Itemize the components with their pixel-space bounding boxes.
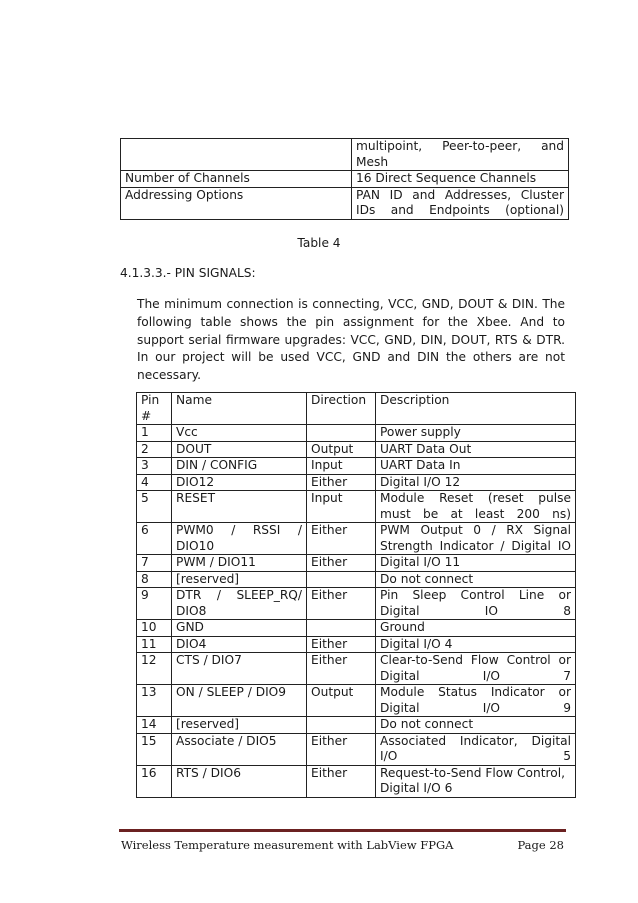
cell-name: DOUT <box>172 441 307 458</box>
cell-pin: 10 <box>137 620 172 637</box>
cell-pin: 7 <box>137 555 172 572</box>
body-paragraph: The minimum connection is connecting, VCC, GND, DOUT & DIN. The following table shows the pin assignment for the Xbee. And to support serial firmware upgrades: VCC, GND, DIN, DOUT, RTS & DTR. In our project will be used VCC, GND and DIN the others are not necessary. <box>137 297 565 383</box>
cell-pin: 2 <box>137 441 172 458</box>
cell-pin: 3 <box>137 458 172 475</box>
header-description: Description <box>376 393 576 425</box>
cell-description: Digital I/O 11 <box>376 555 576 572</box>
cell-description: Ground <box>376 620 576 637</box>
table-cell-value: PAN ID and Addresses, Cluster IDs and Endpoints (optional) <box>352 187 569 219</box>
table-row <box>137 555 576 572</box>
cell-direction: Either <box>307 636 376 653</box>
cell-description: Digital I/O 4 <box>376 636 576 653</box>
table-row <box>137 458 576 475</box>
cell-name: DTR / SLEEP_RQ/ DIO8 <box>172 588 307 620</box>
table-row <box>137 425 576 442</box>
cell-direction <box>307 620 376 637</box>
cell-direction: Either <box>307 474 376 491</box>
cell-name: DIN / CONFIG <box>172 458 307 475</box>
cell-description: Module Reset (reset pulse must be at least 200 ns) <box>376 491 576 523</box>
cell-name: DIO4 <box>172 636 307 653</box>
cell-name: PWM / DIO11 <box>172 555 307 572</box>
header-name: Name <box>172 393 307 425</box>
cell-pin: 8 <box>137 571 172 588</box>
pin-signals-table <box>136 392 576 798</box>
table-row <box>137 636 576 653</box>
cell-name: [reserved] <box>172 571 307 588</box>
table-row <box>137 765 576 797</box>
cell-description: Do not connect <box>376 717 576 734</box>
cell-direction: Output <box>307 441 376 458</box>
cell-direction: Either <box>307 523 376 555</box>
cell-description: UART Data Out <box>376 441 576 458</box>
cell-description: Module Status Indicator or Digital I/O 9 <box>376 685 576 717</box>
cell-direction <box>307 571 376 588</box>
table-cell-value: 16 Direct Sequence Channels <box>352 171 569 188</box>
cell-description: PWM Output 0 / RX Signal Strength Indicator / Digital IO <box>376 523 576 555</box>
cell-name: [reserved] <box>172 717 307 734</box>
cell-pin: 13 <box>137 685 172 717</box>
cell-direction: Input <box>307 458 376 475</box>
cell-pin: 1 <box>137 425 172 442</box>
cell-name: RTS / DIO6 <box>172 765 307 797</box>
cell-description: Clear-to-Send Flow Control or Digital I/O 7 <box>376 653 576 685</box>
table-row <box>137 588 576 620</box>
cell-pin: 12 <box>137 653 172 685</box>
cell-description: Pin Sleep Control Line or Digital IO 8 <box>376 588 576 620</box>
section-heading: 4.1.3.3.- PIN SIGNALS: <box>120 266 256 280</box>
table-row <box>137 474 576 491</box>
cell-name: PWM0 / RSSI / DIO10 <box>172 523 307 555</box>
cell-description: Digital I/O 12 <box>376 474 576 491</box>
cell-direction: Either <box>307 555 376 572</box>
cell-direction: Either <box>307 733 376 765</box>
header-direction: Direction <box>307 393 376 425</box>
cell-pin: 4 <box>137 474 172 491</box>
cell-description: Do not connect <box>376 571 576 588</box>
cell-pin: 9 <box>137 588 172 620</box>
cell-direction: Output <box>307 685 376 717</box>
cell-direction: Either <box>307 588 376 620</box>
table-row <box>137 571 576 588</box>
table-row <box>121 171 569 188</box>
table-row <box>137 733 576 765</box>
table-row <box>137 685 576 717</box>
footer-rule <box>119 829 566 832</box>
cell-description: Power supply <box>376 425 576 442</box>
page-number: Page 28 <box>517 838 564 852</box>
cell-name: DIO12 <box>172 474 307 491</box>
cell-pin: 6 <box>137 523 172 555</box>
table-caption: Table 4 <box>297 236 341 250</box>
table-row <box>137 491 576 523</box>
cell-direction: Either <box>307 765 376 797</box>
cell-direction <box>307 425 376 442</box>
table-cell-label: Number of Channels <box>121 171 352 188</box>
cell-description: Request-to-Send Flow Control, Digital I/O 6 <box>376 765 576 797</box>
table-cell-label: Addressing Options <box>121 187 352 219</box>
table-cell-label <box>121 139 352 171</box>
footer-title: Wireless Temperature measurement with LabView FPGA <box>121 838 454 852</box>
cell-name: ON / SLEEP / DIO9 <box>172 685 307 717</box>
cell-description: Associated Indicator, Digital I/O 5 <box>376 733 576 765</box>
cell-direction: Input <box>307 491 376 523</box>
table-row <box>137 717 576 734</box>
cell-name: CTS / DIO7 <box>172 653 307 685</box>
table-row <box>121 187 569 219</box>
cell-pin: 5 <box>137 491 172 523</box>
cell-pin: 15 <box>137 733 172 765</box>
cell-pin: 16 <box>137 765 172 797</box>
cell-name: Vcc <box>172 425 307 442</box>
table-row <box>137 620 576 637</box>
table-header-row <box>137 393 576 425</box>
cell-name: RESET <box>172 491 307 523</box>
cell-direction <box>307 717 376 734</box>
cell-pin: 11 <box>137 636 172 653</box>
cell-name: GND <box>172 620 307 637</box>
table-row <box>137 441 576 458</box>
table-row <box>121 139 569 171</box>
table-cell-value: multipoint, Peer-to-peer, and Mesh <box>352 139 569 171</box>
cell-pin: 14 <box>137 717 172 734</box>
cell-description: UART Data In <box>376 458 576 475</box>
header-pin: Pin # <box>137 393 172 425</box>
table-row <box>137 653 576 685</box>
cell-direction: Either <box>307 653 376 685</box>
table-row <box>137 523 576 555</box>
cell-name: Associate / DIO5 <box>172 733 307 765</box>
features-table-continued <box>120 138 569 220</box>
